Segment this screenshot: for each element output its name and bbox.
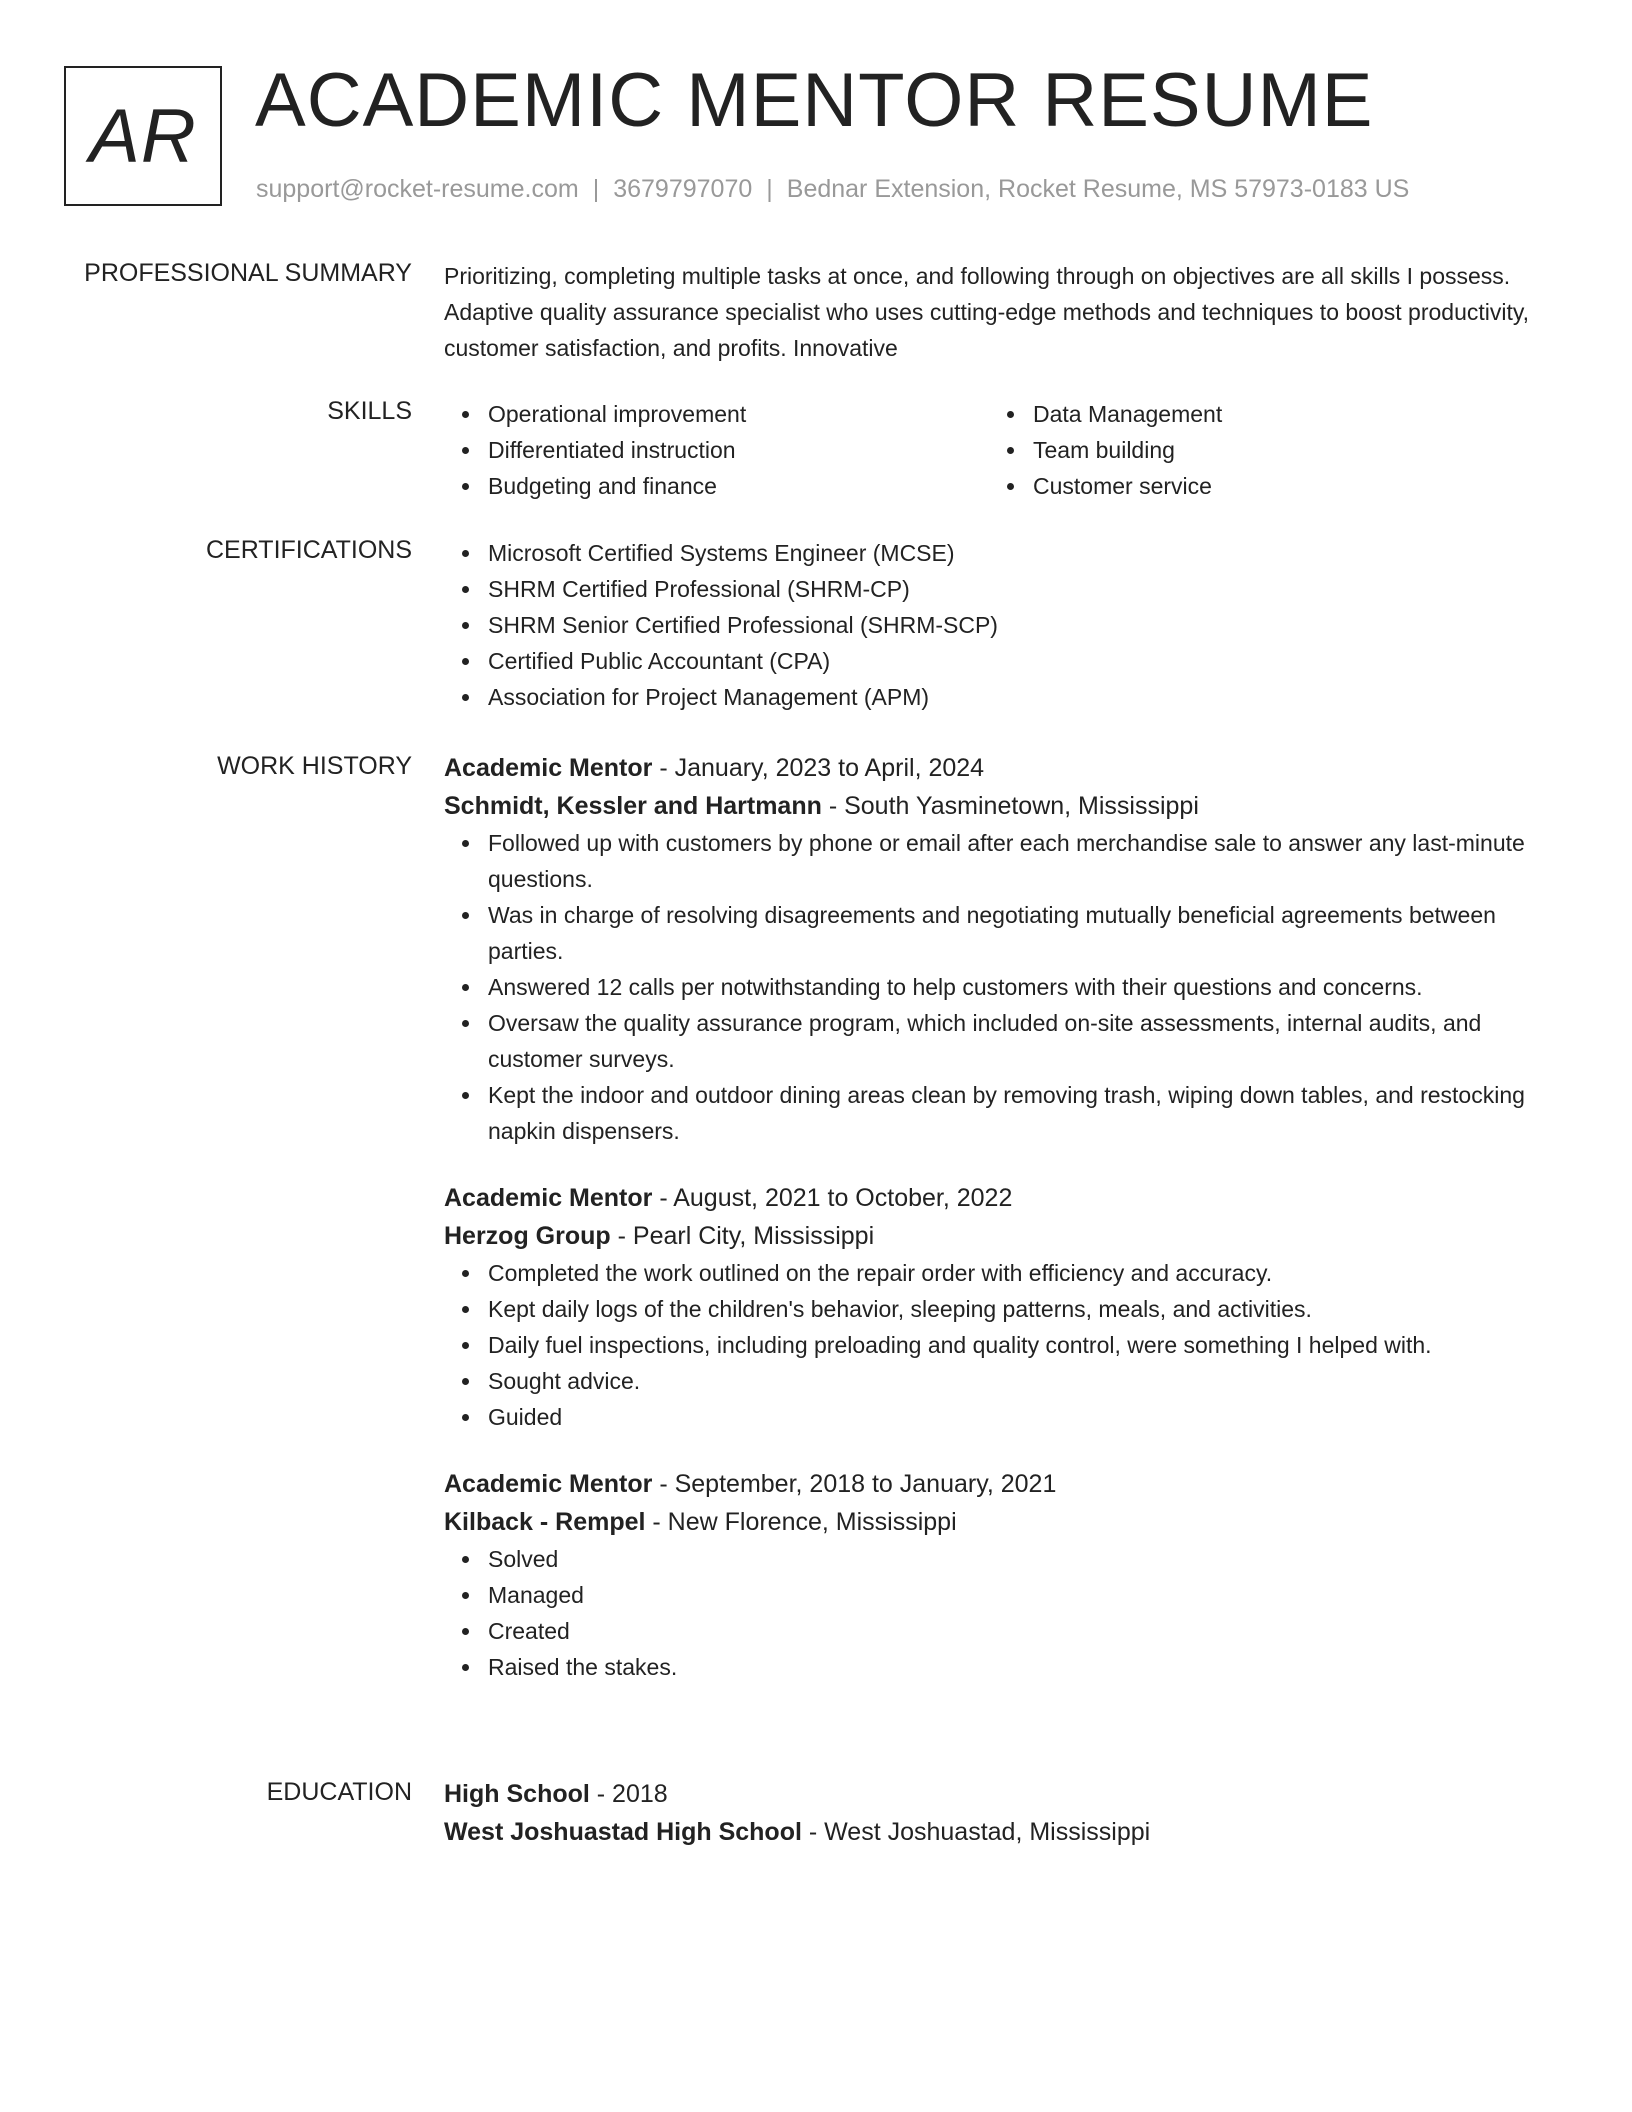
contact-line <box>256 174 1409 204</box>
job-company-line <box>444 1217 1554 1255</box>
job-company: Schmidt, Kessler and Hartmann <box>444 792 822 820</box>
list-item: Sought advice. <box>488 1363 1554 1399</box>
certifications-list <box>444 535 1554 715</box>
job-title-line <box>444 749 1554 787</box>
contact-separator: | <box>766 175 773 203</box>
list-item: Managed <box>488 1577 1554 1613</box>
job-location: - South Yasminetown, Mississippi <box>821 792 1199 820</box>
job-title: Academic Mentor <box>444 754 653 782</box>
monogram-badge <box>64 66 222 206</box>
education-year: - 2018 <box>589 1780 668 1808</box>
work-history-body <box>444 749 1554 1715</box>
job-dates: - September, 2018 to January, 2021 <box>652 1470 1057 1498</box>
list-item: Kept the indoor and outdoor dining areas clean by removing trash, wiping down tables, and restocking napkin dispensers. <box>488 1077 1554 1149</box>
list-item: Data Management <box>1033 396 1534 432</box>
list-item: Certified Public Accountant (CPA) <box>488 643 1554 679</box>
job-location: - Pearl City, Mississippi <box>610 1222 875 1250</box>
education-body <box>444 1775 1554 1851</box>
list-item: Microsoft Certified Systems Engineer (MCSE) <box>488 535 1554 571</box>
section-heading: CERTIFICATIONS <box>205 536 412 564</box>
job-bullets <box>444 1255 1554 1435</box>
job-company: Herzog Group <box>444 1222 611 1250</box>
education-degree: High School <box>444 1780 590 1808</box>
job-dates: - August, 2021 to October, 2022 <box>652 1184 1013 1212</box>
list-item: Answered 12 calls per notwithstanding to help customers with their questions and concerns. <box>488 969 1554 1005</box>
job-title-line <box>444 1179 1554 1217</box>
list-item: Association for Project Management (APM) <box>488 679 1554 715</box>
job-title: Academic Mentor <box>444 1470 653 1498</box>
job-title: Academic Mentor <box>444 1184 653 1212</box>
education-degree-line <box>444 1775 1554 1813</box>
list-item: Budgeting and finance <box>488 468 989 504</box>
job-company-line <box>444 787 1554 825</box>
list-item: Followed up with customers by phone or email after each merchandise sale to answer any last-minute questions. <box>488 825 1554 897</box>
skills-list-left <box>444 396 989 504</box>
skills-body <box>444 396 1554 504</box>
contact-phone: 3679797070 <box>613 175 753 203</box>
contact-separator: | <box>592 175 600 203</box>
certifications-body <box>444 535 1554 715</box>
job-title-line <box>444 1465 1554 1503</box>
list-item: Operational improvement <box>488 396 989 432</box>
list-item: SHRM Certified Professional (SHRM-CP) <box>488 571 1554 607</box>
job-company: Kilback - Rempel <box>444 1508 646 1536</box>
list-item: Customer service <box>1033 468 1534 504</box>
contact-email: support@rocket-resume.com <box>256 175 579 203</box>
list-item: Was in charge of resolving disagreements and negotiating mutually beneficial agreements between parties. <box>488 897 1554 969</box>
list-item: Raised the stakes. <box>488 1649 1554 1685</box>
section-heading: WORK HISTORY <box>217 752 412 780</box>
resume-title: ACADEMIC MENTOR RESUME <box>255 58 1374 143</box>
list-item: Guided <box>488 1399 1554 1435</box>
section-heading: PROFESSIONAL SUMMARY <box>84 259 412 287</box>
list-item: Oversaw the quality assurance program, which included on-site assessments, internal audits, and customer surveys. <box>488 1005 1554 1077</box>
job-dates: - January, 2023 to April, 2024 <box>652 754 985 782</box>
contact-address: Bednar Extension, Rocket Resume, MS 57973-0183 US <box>786 175 1410 203</box>
monogram-initials: AR <box>89 93 197 179</box>
list-item: Daily fuel inspections, including preloading and quality control, were something I helped with. <box>488 1327 1554 1363</box>
job-bullets <box>444 825 1554 1149</box>
job-entry <box>444 1179 1554 1435</box>
job-entry <box>444 1465 1554 1685</box>
list-item: Solved <box>488 1541 1554 1577</box>
education-school-line <box>444 1813 1554 1851</box>
education-school: West Joshuastad High School <box>444 1818 802 1846</box>
list-item: Completed the work outlined on the repair order with efficiency and accuracy. <box>488 1255 1554 1291</box>
section-heading: EDUCATION <box>266 1778 412 1806</box>
list-item: Team building <box>1033 432 1534 468</box>
list-item: Differentiated instruction <box>488 432 989 468</box>
skills-list-right <box>989 396 1534 504</box>
summary-text: Prioritizing, completing multiple tasks at once, and following through on objectives are all skills I possess. Adaptive quality assurance specialist who uses cutting-edge methods and techniques to boost productivity, customer satisfaction, and profits. Innovative <box>444 263 1530 361</box>
job-bullets <box>444 1541 1554 1685</box>
job-entry <box>444 749 1554 1149</box>
job-location: - New Florence, Mississippi <box>645 1508 957 1536</box>
list-item: Created <box>488 1613 1554 1649</box>
job-company-line <box>444 1503 1554 1541</box>
section-heading: SKILLS <box>327 397 412 425</box>
list-item: SHRM Senior Certified Professional (SHRM-SCP) <box>488 607 1554 643</box>
list-item: Kept daily logs of the children's behavior, sleeping patterns, meals, and activities. <box>488 1291 1554 1327</box>
education-location: - West Joshuastad, Mississippi <box>801 1818 1151 1846</box>
